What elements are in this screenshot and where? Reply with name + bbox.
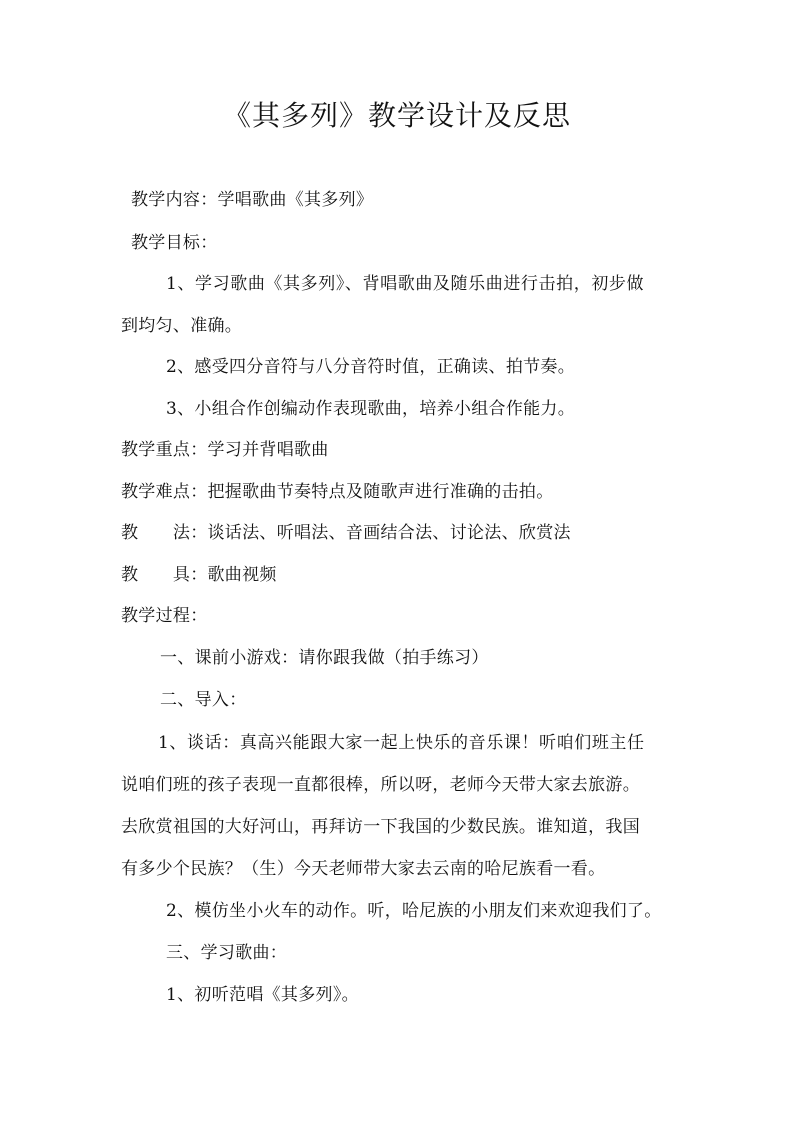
goal-2: 2、感受四分音符与八分音符时值，正确读、拍节奏。 [166,357,576,377]
methods: 教 法：谈话法、听唱法、音画结合法、讨论法、欣赏法 [121,523,571,543]
intro-line-3: 去欣赏祖国的大好河山，再拜访一下我国的少数民族。谁知道，我国 [121,817,640,837]
goal-3: 3、小组合作创编动作表现歌曲，培养小组合作能力。 [166,399,576,419]
intro-line-4: 有多少个民族？（生）今天老师带大家去云南的哈尼族看一看。 [121,859,606,879]
difficulty: 教学难点：把握歌曲节奏特点及随歌声进行准确的击拍。 [121,482,554,502]
key-point: 教学重点：学习并背唱歌曲 [121,440,329,460]
intro-line-1: 1、谈话：真高兴能跟大家一起上快乐的音乐课！听咱们班主任 [158,733,645,753]
teaching-content: 教学内容：学唱歌曲《其多列》 [131,190,374,210]
intro-2: 2、模仿坐小火车的动作。听，哈尼族的小朋友们来欢迎我们了。 [166,901,662,921]
goal-1-line-2: 到均匀、准确。 [121,316,243,336]
document-title: 《其多列》教学设计及反思 [222,99,571,132]
step-2: 二、导入： [160,690,247,710]
tools: 教 具：歌曲视频 [121,565,277,585]
step-3-1: 1、初听范唱《其多列》。 [166,985,359,1005]
step-1: 一、课前小游戏：请你跟我做（拍手练习） [160,648,489,668]
teaching-goals-heading: 教学目标： [131,233,218,253]
intro-line-2: 说咱们班的孩子表现一直都很棒，所以呀，老师今天带大家去旅游。 [121,775,640,795]
goal-1-line-1: 1、学习歌曲《其多列》、背唱歌曲及随乐曲进行击拍，初步做 [166,274,645,294]
process-heading: 教学过程： [121,606,208,626]
step-3: 三、学习歌曲： [166,943,288,963]
